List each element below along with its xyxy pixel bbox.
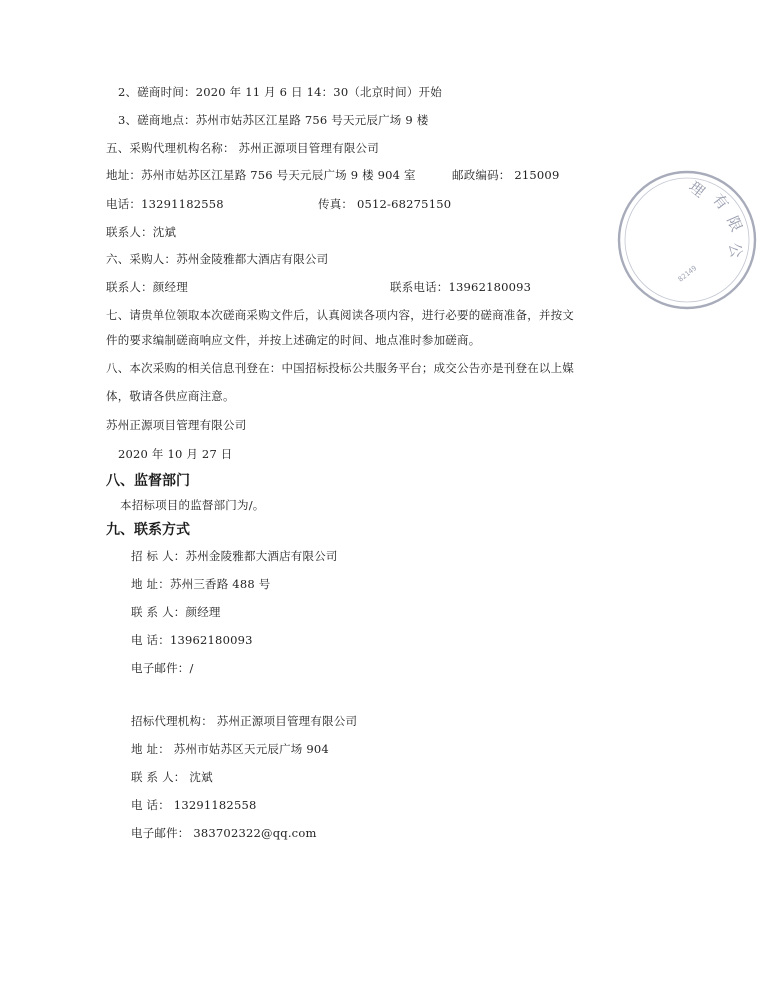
tenderer-contact: 联 系 人：颜经理 xyxy=(131,605,221,619)
tenderer-email: 电子邮件：/ xyxy=(131,661,194,675)
signature-date: 2020 年 10 月 27 日 xyxy=(118,447,233,461)
notice-item-7-line-1: 七、请贵单位领取本次磋商采购文件后，认真阅读各项内容，进行必要的磋商准备，并按文 xyxy=(106,308,574,322)
notice-item-7-line-2: 件的要求编制磋商响应文件，并按上述确定的时间、地点准时参加磋商。 xyxy=(106,333,481,347)
agency-contact-email: 电子邮件： 383702322@qq.com xyxy=(131,826,317,840)
signature-company: 苏州正源项目管理有限公司 xyxy=(106,418,247,432)
buyer-contact: 联系人：颜经理 xyxy=(106,280,188,294)
notice-item-2: 2、磋商时间：2020 年 11 月 6 日 14：30（北京时间）开始 xyxy=(118,85,442,99)
section-8-body: 本招标项目的监督部门为/。 xyxy=(120,498,265,512)
seal-code: 82149 xyxy=(676,264,699,284)
notice-item-8-line-2: 体，敬请各供应商注意。 xyxy=(106,389,235,403)
buyer-phone: 联系电话：13962180093 xyxy=(390,280,532,294)
seal-text-fragment: 理 xyxy=(685,177,709,202)
agency-postcode: 邮政编码： 215009 xyxy=(452,168,560,182)
agency-phone: 电话：13291182558 xyxy=(106,197,224,211)
section-9-heading: 九、联系方式 xyxy=(106,522,190,538)
svg-text:有: 有 xyxy=(708,190,733,214)
agency-contact-name: 招标代理机构： 苏州正源项目管理有限公司 xyxy=(131,714,358,728)
agency-contact-address: 地 址： 苏州市姑苏区天元辰广场 904 xyxy=(131,742,329,756)
agency-fax: 传真： 0512-68275150 xyxy=(318,197,452,211)
tenderer-name: 招 标 人：苏州金陵雅都大酒店有限公司 xyxy=(131,549,338,563)
svg-text:限: 限 xyxy=(723,213,746,235)
agency-contact-person: 联 系 人： 沈斌 xyxy=(131,770,213,784)
notice-item-3: 3、磋商地点：苏州市姑苏区江星路 756 号天元辰广场 9 楼 xyxy=(118,113,429,127)
company-seal-stamp xyxy=(612,165,762,315)
notice-item-8-line-1: 八、本次采购的相关信息刊登在：中国招标投标公共服务平台；成交公告亦是刊登在以上媒 xyxy=(106,361,574,375)
agency-contact: 联系人：沈斌 xyxy=(106,225,177,239)
tenderer-address: 地 址：苏州三香路 488 号 xyxy=(131,577,271,591)
svg-text:公: 公 xyxy=(725,241,746,260)
agency-address: 地址：苏州市姑苏区江星路 756 号天元辰广场 9 楼 904 室 xyxy=(106,168,416,182)
agency-contact-phone: 电 话： 13291182558 xyxy=(131,798,257,812)
section-8-heading: 八、监督部门 xyxy=(106,473,190,489)
agency-name: 五、采购代理机构名称： 苏州正源项目管理有限公司 xyxy=(106,141,379,155)
buyer-name: 六、采购人：苏州金陵雅都大酒店有限公司 xyxy=(106,252,329,266)
tenderer-phone: 电 话：13962180093 xyxy=(131,633,253,647)
